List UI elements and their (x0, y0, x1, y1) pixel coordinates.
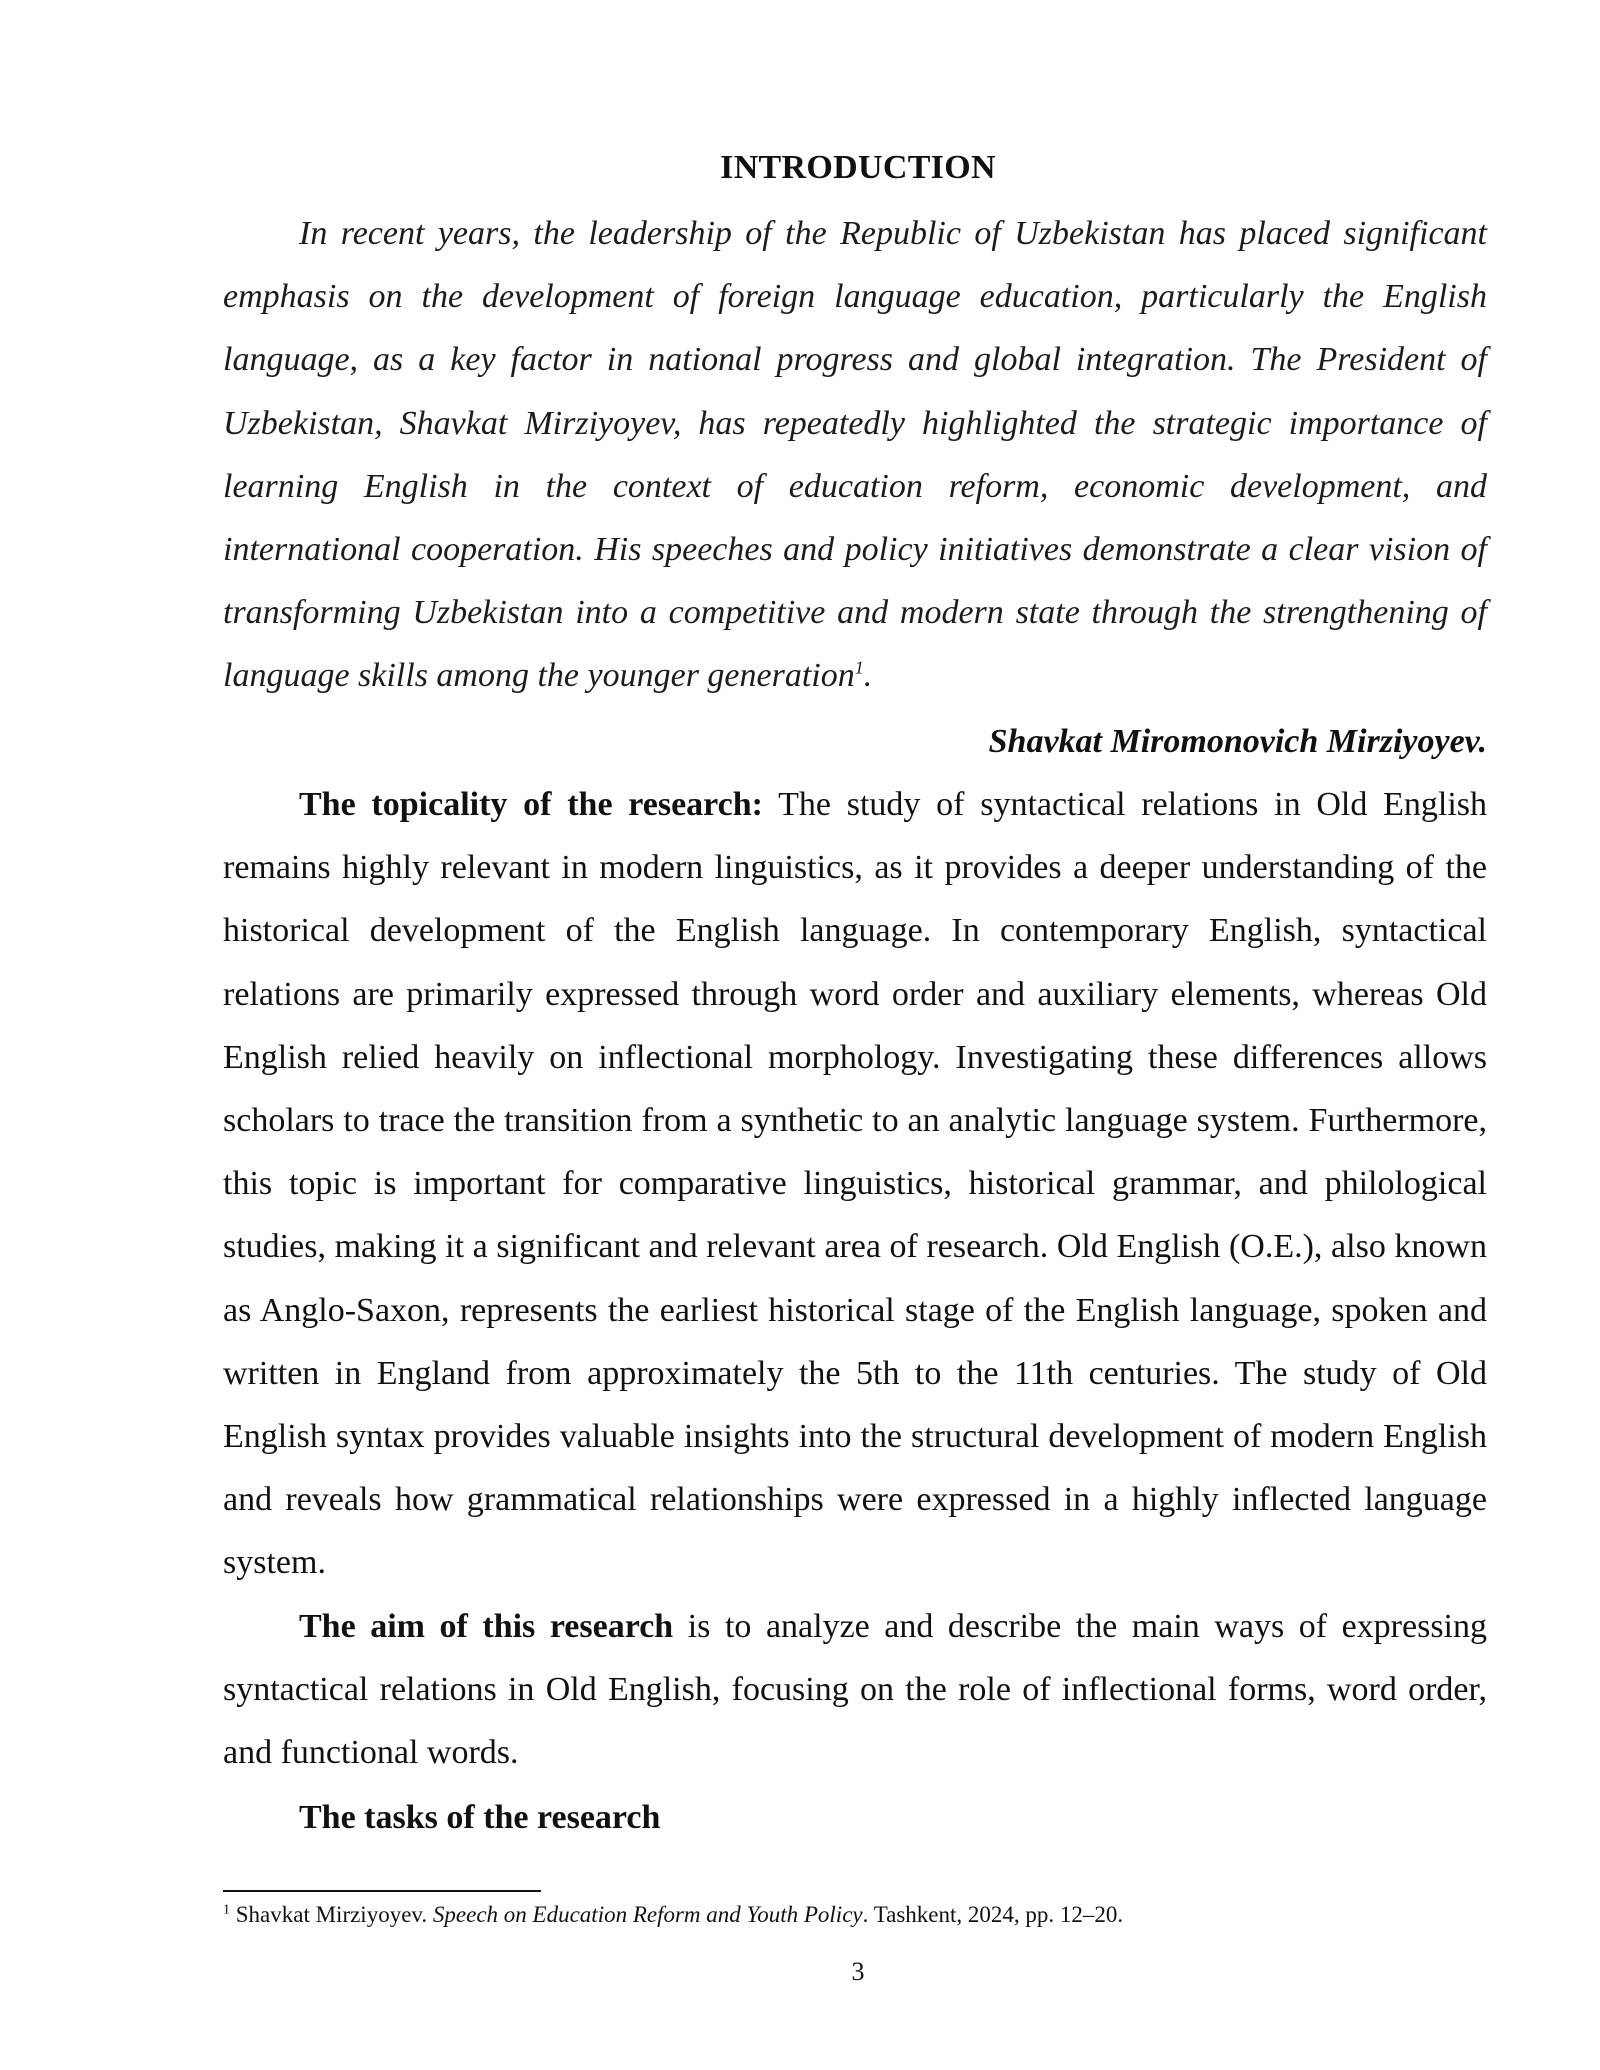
footnote-rest: . Tashkent, 2024, pp. 12–20. (862, 1902, 1124, 1927)
aim-paragraph (223, 1595, 1487, 1785)
tasks-heading: The tasks of the research (299, 1799, 661, 1836)
page-title: INTRODUCTION (720, 149, 996, 186)
intro-paragraph-text: In recent years, the leadership of the Republic of Uzbekistan has placed significant emphasis on the development of foreign language education, particularly the English language, as a key factor in national progress and global integration. The President of Uzbekistan, Shavkat Mirziyoyev, has repeatedly highlighted the strategic importance of learning English in the context of education reform, economic development, and international cooperation. His speeches and policy initiatives demonstrate a clear vision of transforming Uzbekistan into a competitive and modern state through the strengthening of language skills among the younger generation (223, 215, 1487, 695)
footnote-separator (223, 1890, 541, 1892)
aim-text: is to analyze and describe the main ways of expressing syntactical relations in Old English, focusing on the role of inflectional forms, word order, and functional words. (223, 1608, 1488, 1772)
intro-paragraph (223, 202, 1487, 708)
page-number: 3 (851, 1957, 865, 1986)
intro-paragraph-end: . (863, 657, 873, 695)
topicality-paragraph (223, 773, 1487, 1595)
footnote-author: Shavkat Mirziyoyev. (230, 1902, 433, 1927)
footnote (223, 1899, 1487, 1931)
aim-lead: The aim of this research (299, 1608, 674, 1645)
topicality-text: The study of syntactical relations in Old English remains highly relevant in modern linguistics, as it provides a deeper understanding of the historical development of the English language. In contemporary English, syntactical relations are primarily expressed through word order and auxiliary elements, whereas Old English relied heavily on inflectional morphology. Investigating these differences allows scholars to trace the transition from a synthetic to an analytic language system. Furthermore, this topic is important for comparative linguistics, historical grammar, and philological studies, making it a significant and relevant area of research. Old English (O.E.), also known as Anglo-Saxon, represents the earliest historical stage of the English language, spoken and written in England from approximately the 5th to the 11th centuries. The study of Old English syntax provides valuable insights into the structural development of modern English and reveals how grammatical relationships were expressed in a highly inflected language system. (223, 786, 1487, 1582)
footnote-title: Speech on Education Reform and Youth Policy (432, 1902, 863, 1927)
footnote-number: 1 (223, 1902, 230, 1918)
footnote-reference[interactable]: 1 (854, 658, 864, 679)
signature: Shavkat Miromonovich Mirziyoyev. (988, 723, 1487, 760)
topicality-lead: The topicality of the research: (299, 786, 763, 823)
